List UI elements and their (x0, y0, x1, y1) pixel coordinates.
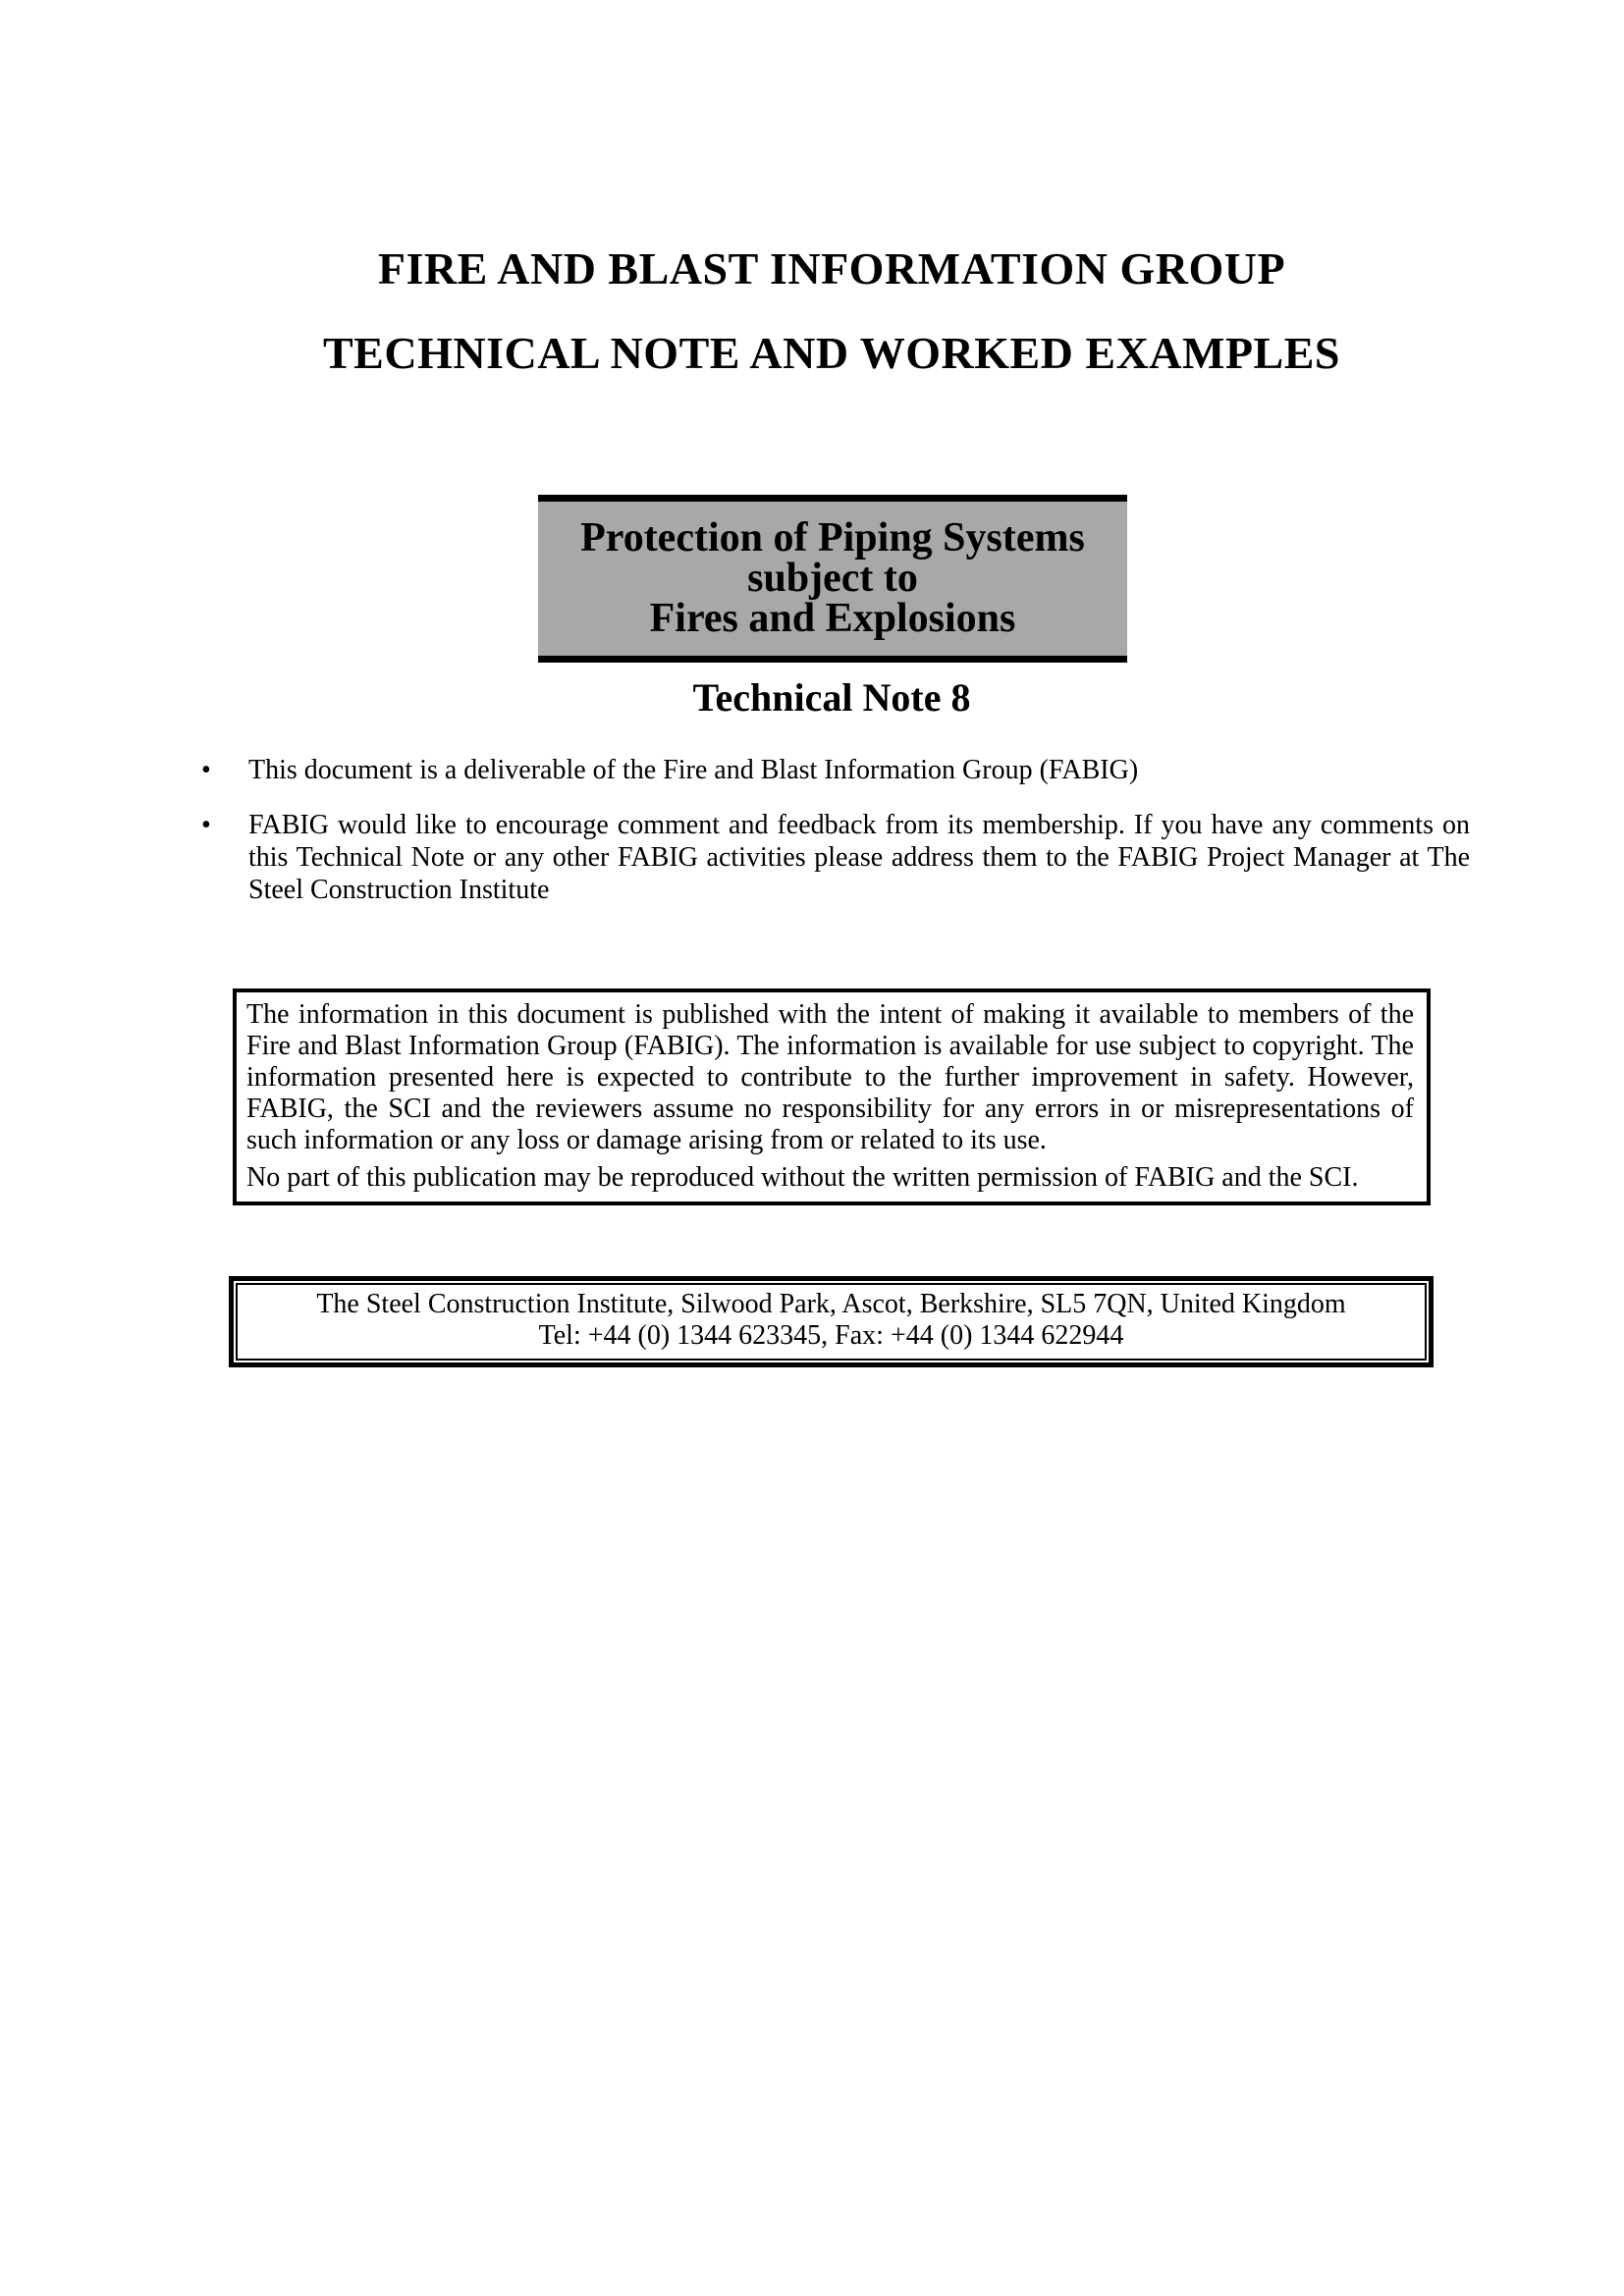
disclaimer-box (233, 988, 1431, 1205)
bullet-item-1 (201, 754, 1470, 786)
subject-banner-line2: subject to (747, 556, 918, 601)
disclaimer-paragraph-1: The information in this document is published with the intent of making it available to members of the Fire and Blast Information Group (FABIG). The information is available for use subject to copyright. The information presented here is expected to contribute to the further improvement in safety. However, FABIG, the SCI and the reviewers assume no responsibility for any errors in or misrepresentations of such information or any loss or damage arising from or related to its use. (246, 999, 1414, 1155)
technical-note-subtitle: Technical Note 8 (692, 675, 971, 720)
bullet-text-2: FABIG would like to encourage comment and feedback from its membership. If you have any comments on this Technical Note or any other FABIG activities please address them to the FABIG Project Manager at The Steel Construction Institute (248, 810, 1470, 905)
bullet-text-1: This document is a deliverable of the Fire and Blast Information Group (FABIG) (248, 755, 1139, 785)
address-line: The Steel Construction Institute, Silwood Park, Ascot, Berkshire, SL5 7QN, United Kingdom (316, 1289, 1346, 1319)
page-title-line1: FIRE AND BLAST INFORMATION GROUP (377, 243, 1286, 294)
subject-banner-line3: Fires and Explosions (649, 596, 1016, 641)
subject-banner-line1: Protection of Piping Systems (580, 515, 1085, 561)
disclaimer-paragraph-2: No part of this publication may be reproduced without the written permission of FABIG and the SCI. (246, 1162, 1359, 1193)
bullet-item-2 (201, 809, 1470, 906)
phone-fax-line: Tel: +44 (0) 1344 623345, Fax: +44 (0) 1344 622944 (538, 1320, 1124, 1351)
bullet-icon: • (201, 755, 211, 785)
address-box-inner (236, 1283, 1427, 1361)
bullet-icon: • (201, 810, 211, 840)
address-box (229, 1276, 1434, 1367)
subject-banner (538, 495, 1127, 663)
page-title-line2: TECHNICAL NOTE AND WORKED EXAMPLES (323, 328, 1340, 378)
